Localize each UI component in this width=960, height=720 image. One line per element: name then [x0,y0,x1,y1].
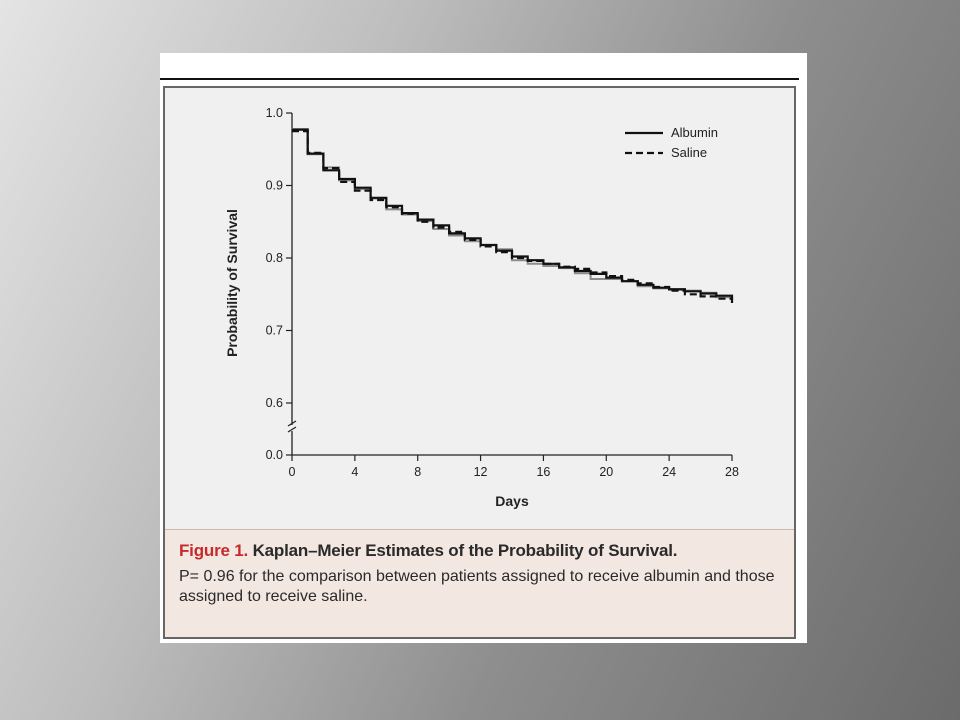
y-tick-label-4: 0.9 [265,178,283,193]
y-tick-label-5: 1.0 [265,106,283,120]
y-tick-label-2: 0.7 [265,323,283,338]
y-tick-label-0: 0.0 [265,448,283,462]
x-tick-label-1: 4 [351,465,359,479]
figure-slide [160,53,807,643]
x-tick-label-4: 16 [536,465,551,479]
series-line-saline [292,131,732,303]
x-tick-label-0: 0 [288,465,296,479]
top-rule [160,78,799,80]
caption-title: Kaplan–Meier Estimates of the Probability of Survival. [252,541,678,560]
caption-title-line [179,541,780,561]
figure-frame [163,86,796,639]
x-tick-label-3: 12 [473,465,488,479]
series-line-grey-2 [292,129,732,302]
caption-label: Figure 1. [179,541,249,560]
x-axis-title: Days [495,493,529,509]
y-axis-title: Probability of Survival [224,209,240,357]
y-tick-label-3: 0.8 [265,251,283,265]
legend-label-saline: Saline [671,145,708,160]
legend [625,125,718,160]
x-tick-label-7: 28 [725,465,739,479]
y-tick-label-1: 0.6 [265,396,283,410]
legend-label-albumin: Albumin [671,125,718,140]
x-tick-label-6: 24 [662,465,677,479]
survival-chart [165,88,794,529]
figure-caption [165,529,794,637]
series-line-albumin [292,130,732,300]
caption-body: P= 0.96 for the comparison between patients assigned to receive albumin and those assigned to receive saline. [179,568,775,605]
x-ticks [289,455,739,479]
y-ticks [266,106,292,462]
x-tick-label-2: 8 [414,465,422,479]
series-layer [292,129,732,303]
x-tick-label-5: 20 [599,465,614,479]
